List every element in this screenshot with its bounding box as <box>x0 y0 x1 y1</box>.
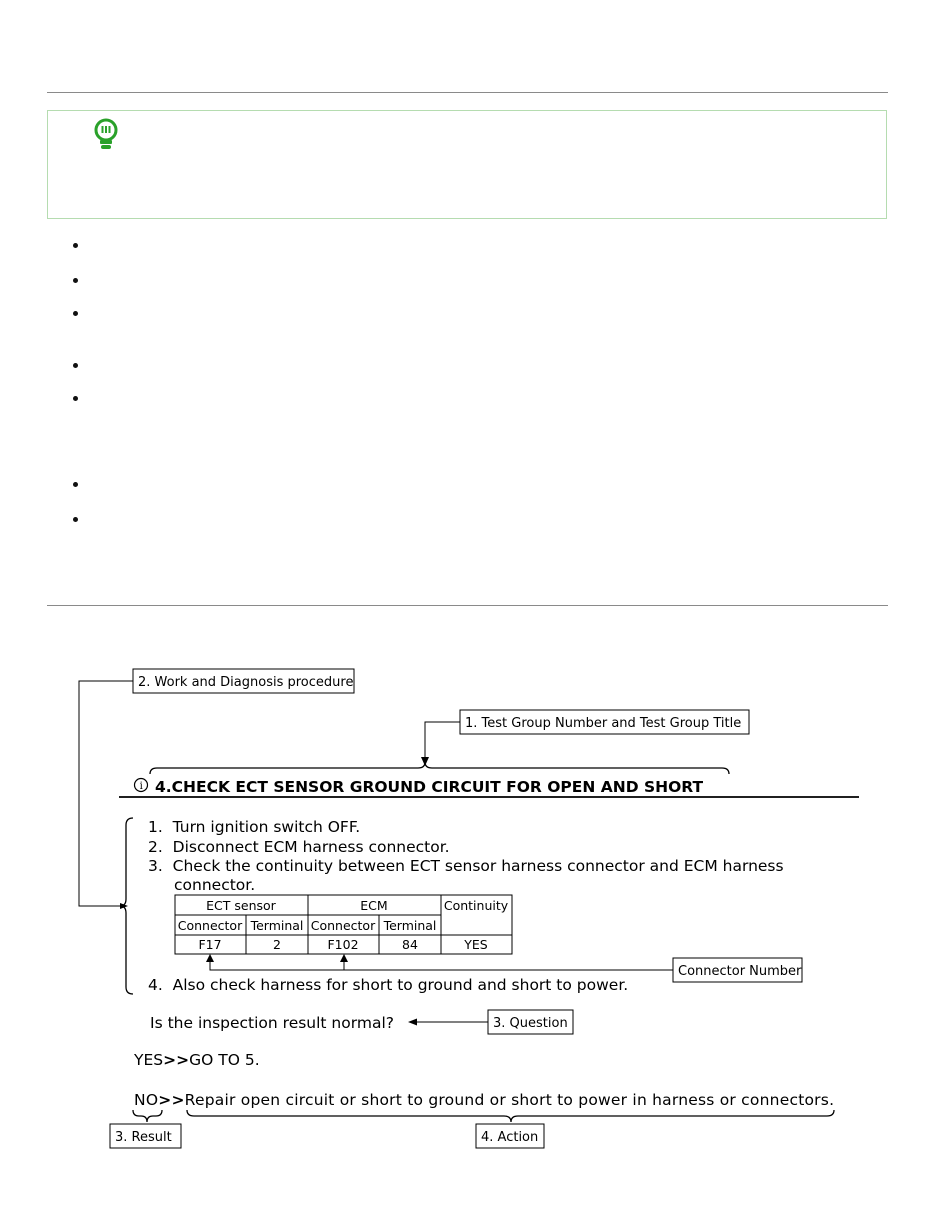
no-line <box>134 1091 834 1109</box>
table-subheader-connector-1: Connector <box>177 918 243 933</box>
table-cell-terminal-1: 2 <box>273 937 281 952</box>
table-cell-continuity: YES <box>464 937 488 952</box>
result-callout: 3. Result <box>115 1130 172 1145</box>
test-group-callout: 1. Test Group Number and Test Group Title <box>465 716 742 731</box>
no-label: NO <box>134 1091 159 1109</box>
connector-number-arrowhead-2 <box>340 954 348 962</box>
lightbulb-icon <box>93 118 119 152</box>
list-bullet <box>73 363 78 368</box>
list-bullet <box>73 311 78 316</box>
table-header-ecm: ECM <box>360 898 388 913</box>
yes-line <box>133 1051 260 1069</box>
table-header-ect-sensor: ECT sensor <box>206 898 276 913</box>
yes-action: GO TO 5. <box>189 1051 260 1069</box>
step-4: 4. Also check harness for short to ground and short to power. <box>148 976 629 994</box>
table-cell-connector-1: F17 <box>198 937 222 952</box>
yes-label: YES <box>134 1051 164 1069</box>
no-arrows: >> <box>158 1091 185 1109</box>
list-bullet <box>73 517 78 522</box>
result-brace <box>133 1110 162 1122</box>
question-callout: 3. Question <box>493 1016 568 1031</box>
step-2: 2. Disconnect ECM harness connector. <box>148 838 450 856</box>
no-action: Repair open circuit or short to ground or short to power in harness or connectors. <box>184 1091 834 1109</box>
yes-arrows: >> <box>163 1051 190 1069</box>
test-group-leader <box>425 722 460 760</box>
connector-number-arrowhead-1 <box>206 954 214 962</box>
step-3: 3. Check the continuity between ECT sensor harness connector and ECM harness <box>148 857 784 875</box>
question-arrowhead <box>408 1019 417 1026</box>
action-brace <box>187 1110 834 1122</box>
table-cell-connector-2: F102 <box>327 937 359 952</box>
connector-number-leader <box>210 958 673 970</box>
table-cell-terminal-2: 84 <box>402 937 418 952</box>
list-bullet <box>73 243 78 248</box>
table-header-continuity: Continuity <box>443 898 509 913</box>
work-procedure-callout: 2. Work and Diagnosis procedure <box>138 675 354 690</box>
connector-number-callout: Connector Number <box>678 964 802 979</box>
step-3-continued: connector. <box>174 876 256 894</box>
action-callout: 4. Action <box>481 1130 539 1145</box>
work-procedure-leader <box>79 681 133 906</box>
title-brace <box>150 762 729 774</box>
top-divider <box>47 92 888 93</box>
list-bullet <box>73 482 78 487</box>
table-subheader-terminal-2: Terminal <box>383 918 437 933</box>
question-text: Is the inspection result normal? <box>150 1014 394 1032</box>
table-subheader-connector-2: Connector <box>310 918 376 933</box>
step-title: 4.CHECK ECT SENSOR GROUND CIRCUIT FOR OPEN AND SHORT <box>155 778 704 796</box>
step-1: 1. Turn ignition switch OFF. <box>148 818 361 836</box>
table-subheader-terminal-1: Terminal <box>250 918 304 933</box>
list-bullet <box>73 278 78 283</box>
list-bullet <box>73 396 78 401</box>
info-symbol: i <box>139 781 143 792</box>
tip-box <box>47 110 887 219</box>
diagnosis-procedure-diagram <box>0 600 935 1170</box>
